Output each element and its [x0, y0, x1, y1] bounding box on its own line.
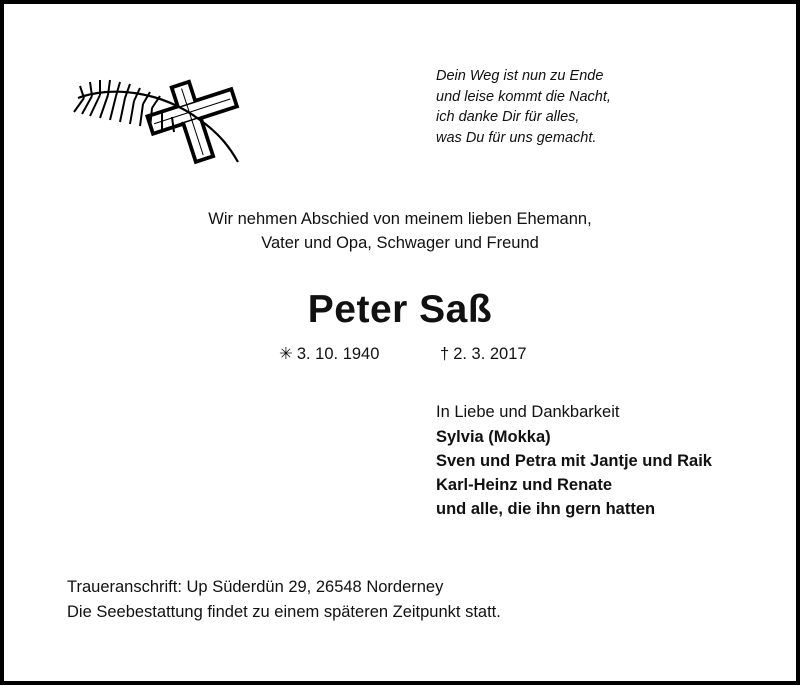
deceased-name: Peter Saß [307, 288, 493, 331]
poem-line: was Du für uns gemacht. [436, 129, 597, 146]
birth-symbol: ✳ [279, 345, 293, 363]
poem-line: Dein Weg ist nun zu Ende [436, 68, 604, 84]
mourner-name: und alle, die ihn gern hatten [436, 500, 656, 518]
poem-line: ich danke Dir für alles, [436, 109, 580, 125]
farewell-poem [436, 66, 611, 148]
birth-date [279, 342, 379, 366]
mourning-address: Traueranschrift: Up Süderdün 29, 26548 Norderney [67, 578, 444, 596]
intro-line: Wir nehmen Abschied von meinem lieben Ehemann, [208, 210, 592, 228]
birth-date-value: 3. 10. 1940 [296, 345, 380, 363]
death-date [440, 342, 527, 366]
mourner-name: Karl-Heinz und Renate [436, 476, 613, 494]
intro-line: Vater und Opa, Schwager und Freund [261, 234, 539, 252]
death-date-value: 2. 3. 2017 [453, 345, 527, 363]
footer-info [67, 575, 501, 624]
mourner-name: Sven und Petra mit Jantje und Raik [436, 452, 712, 470]
death-symbol: † [440, 345, 450, 363]
mourner-name: Sylvia (Mokka) [436, 428, 551, 446]
cross-with-palm-branch-icon [70, 68, 248, 168]
farewell-intro [4, 207, 796, 255]
mourners-block [436, 400, 712, 521]
burial-note: Die Seebestattung findet zu einem späteren Zeitpunkt statt. [67, 602, 501, 621]
poem-line: und leise kommt die Nacht, [436, 88, 611, 105]
mourners-lead: In Liebe und Dankbarkeit [436, 403, 620, 421]
